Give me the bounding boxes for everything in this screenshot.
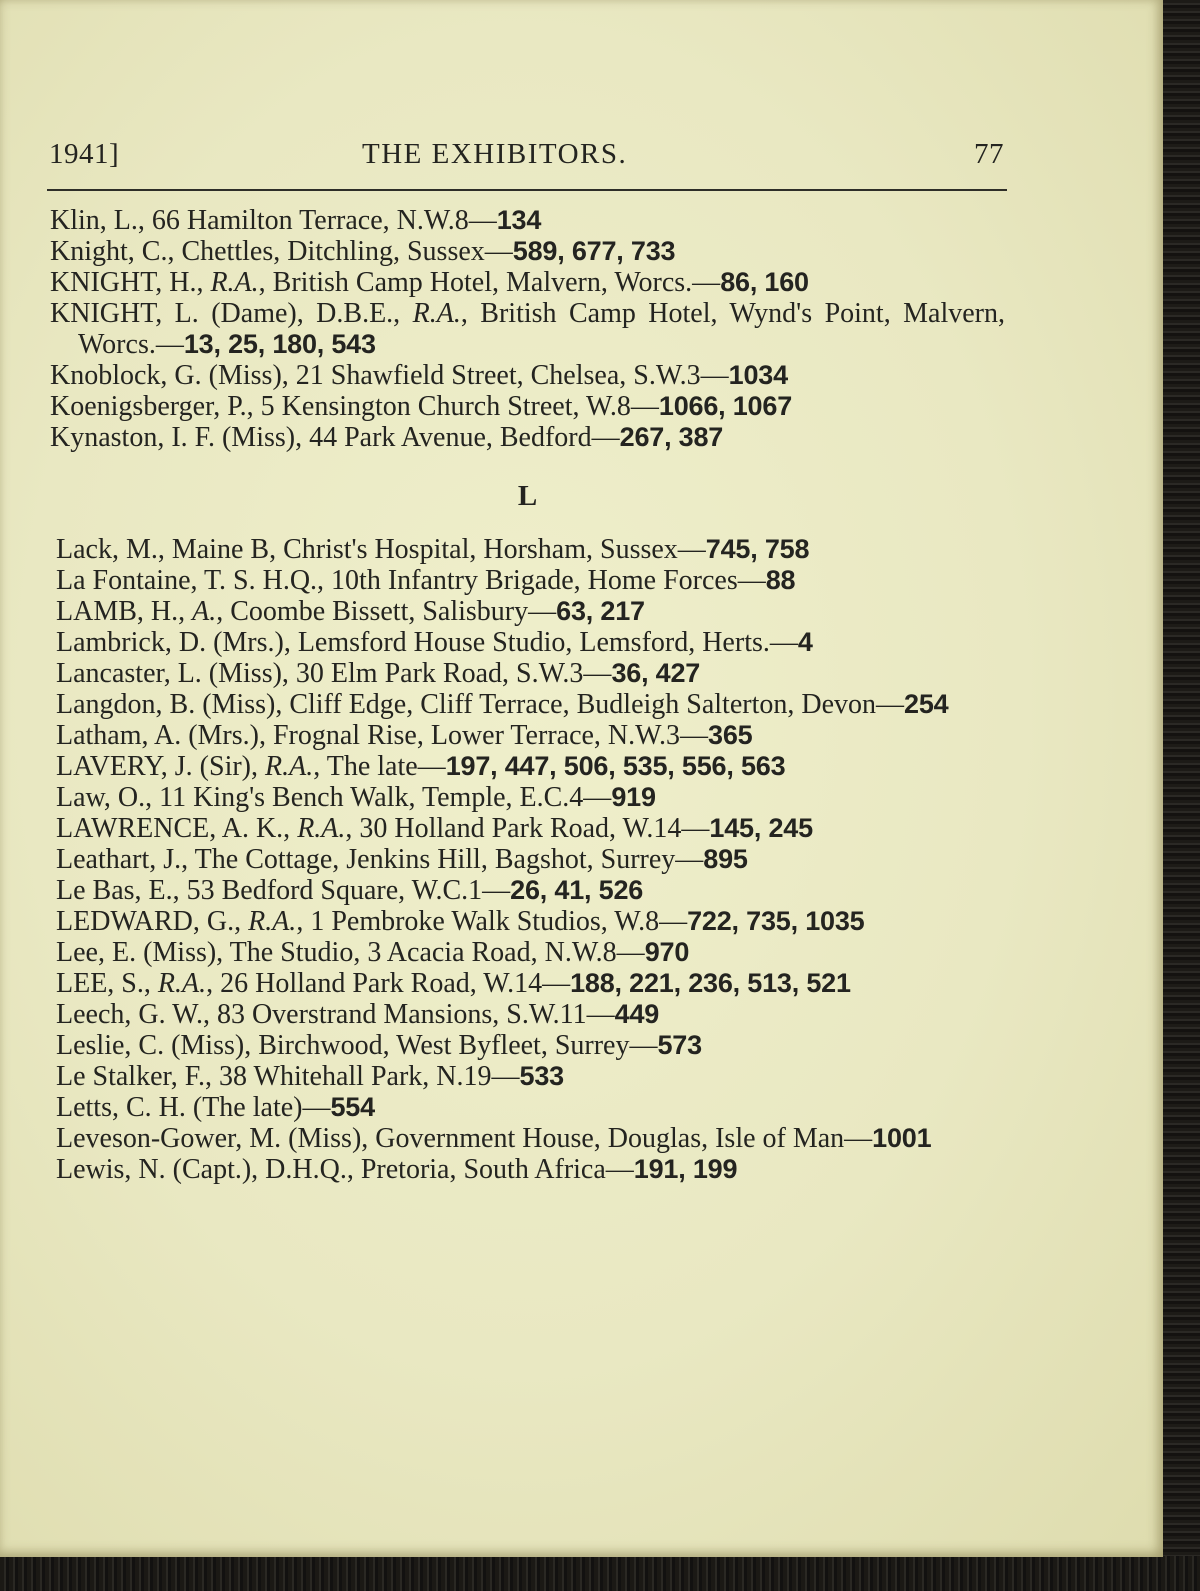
entry-catalogue-numbers: 554 (330, 1092, 375, 1122)
entry-text: LAWRENCE, A. K., (56, 813, 298, 844)
entry-text: Langdon, B. (Miss), Cliff Edge, Cliff Terrace, Budleigh Salterton, Devon— (56, 689, 905, 720)
entry-catalogue-numbers: 36, 427 (611, 658, 701, 688)
entry-title-abbrev: R.A. (297, 813, 346, 844)
exhibitor-entry (56, 782, 1005, 813)
entry-address: , Coombe Bissett, Salisbury— (216, 596, 557, 627)
entry-catalogue-numbers: 745, 758 (705, 534, 810, 564)
section-letter: L (517, 480, 538, 512)
entry-catalogue-numbers: 895 (703, 844, 748, 874)
exhibitor-entry (56, 1123, 1005, 1154)
exhibitor-entry (50, 360, 1005, 391)
entry-text: LAMB, H., (56, 596, 193, 627)
entry-address: , 30 Holland Park Road, W.14— (345, 813, 710, 844)
entry-text: Latham, A. (Mrs.), Frognal Rise, Lower Terrace, N.W.3— (56, 720, 708, 751)
entry-catalogue-numbers: 197, 447, 506, 535, 556, 563 (445, 751, 786, 781)
exhibitor-entry (56, 1092, 1005, 1123)
header-year: 1941] (49, 138, 120, 170)
entry-catalogue-numbers: 1034 (728, 360, 788, 390)
entry-catalogue-numbers: 722, 735, 1035 (687, 906, 865, 936)
exhibitor-entry (56, 844, 1005, 875)
entry-catalogue-numbers: 267, 387 (619, 422, 724, 452)
running-header (0, 138, 1163, 178)
entry-catalogue-numbers: 970 (644, 937, 690, 967)
exhibitor-entry (56, 596, 1005, 627)
entry-catalogue-numbers: 449 (614, 999, 660, 1029)
entry-text: Knight, C., Chettles, Ditchling, Sussex— (50, 236, 513, 267)
entry-text: Lack, M., Maine B, Christ's Hospital, Horsham, Sussex— (56, 534, 706, 565)
exhibitor-entry (50, 298, 1005, 360)
entry-text: Le Stalker, F., 38 Whitehall Park, N.19— (56, 1061, 520, 1092)
entry-catalogue-numbers: 1066, 1067 (658, 391, 793, 421)
exhibitor-entry (56, 627, 1005, 658)
entry-catalogue-numbers: 365 (708, 720, 753, 750)
exhibitor-list (50, 205, 1005, 1185)
entry-title-abbrev: R.A. (412, 298, 461, 329)
exhibitor-entry (56, 906, 1005, 937)
page-edge-bottom (0, 1556, 1200, 1591)
entry-catalogue-numbers: 134 (496, 205, 542, 235)
entry-text: Leech, G. W., 83 Overstrand Mansions, S.W.11— (56, 999, 615, 1030)
exhibitor-entry (56, 751, 1005, 782)
entry-title-abbrev: A. (192, 596, 217, 627)
exhibitor-entry (56, 937, 1005, 968)
entry-catalogue-numbers: 191, 199 (633, 1154, 738, 1184)
exhibitor-entry (50, 205, 1005, 236)
entry-catalogue-numbers: 573 (657, 1030, 702, 1060)
entry-catalogue-numbers: 1001 (872, 1123, 932, 1153)
entries-l (56, 534, 1005, 1185)
entry-address: , British Camp Hotel, Malvern, Worcs.— (258, 267, 721, 298)
entry-address: , 26 Holland Park Road, W.14— (206, 968, 571, 999)
entry-text: Lancaster, L. (Miss), 30 Elm Park Road, S.W.3— (56, 658, 612, 689)
exhibitor-entry (56, 1154, 1005, 1185)
entry-text: Leathart, J., The Cottage, Jenkins Hill, Bagshot, Surrey— (56, 844, 704, 875)
entry-catalogue-numbers: 86, 160 (720, 267, 809, 297)
entry-text: Leslie, C. (Miss), Birchwood, West Byfleet, Surrey— (56, 1030, 658, 1061)
exhibitor-entry (56, 875, 1005, 906)
exhibitor-entry (56, 534, 1005, 565)
exhibitor-entry (56, 968, 1005, 999)
entry-catalogue-numbers: 919 (611, 782, 656, 812)
entries-k (50, 205, 1005, 453)
entry-catalogue-numbers: 533 (519, 1061, 564, 1091)
entry-catalogue-numbers: 589, 677, 733 (512, 236, 676, 266)
entry-title-abbrev: R.A. (157, 968, 207, 999)
entry-catalogue-numbers: 254 (904, 689, 949, 719)
entry-title-abbrev: R.A. (265, 751, 314, 782)
exhibitor-entry (56, 999, 1005, 1030)
page-edge-right (1160, 0, 1200, 1591)
exhibitor-entry (56, 813, 1005, 844)
entry-text: Knoblock, G. (Miss), 21 Shawfield Street, Chelsea, S.W.3— (50, 360, 729, 391)
entry-title-abbrev: R.A. (210, 267, 259, 298)
entry-text: Le Bas, E., 53 Bedford Square, W.C.1— (56, 875, 511, 906)
exhibitor-entry (56, 720, 1005, 751)
entry-catalogue-numbers: 63, 217 (556, 596, 645, 626)
entry-catalogue-numbers: 13, 25, 180, 543 (183, 329, 376, 359)
entry-catalogue-numbers: 145, 245 (709, 813, 813, 843)
entry-catalogue-numbers: 26, 41, 526 (510, 875, 644, 905)
entry-text: Koenigsberger, P., 5 Kensington Church Street, W.8— (50, 391, 659, 422)
entry-text: Klin, L., 66 Hamilton Terrace, N.W.8— (50, 205, 497, 236)
entry-text: Leveson-Gower, M. (Miss), Government House, Douglas, Isle of Man— (56, 1123, 873, 1154)
entry-text: LEDWARD, G., (56, 906, 249, 937)
entry-text: KNIGHT, L. (Dame), D.B.E., (50, 298, 413, 329)
exhibitor-entry (50, 267, 1005, 298)
entry-text: Lewis, N. (Capt.), D.H.Q., Pretoria, South Africa— (56, 1154, 634, 1185)
exhibitor-entry (50, 236, 1005, 267)
exhibitor-entry (56, 689, 1005, 720)
entry-text: Kynaston, I. F. (Miss), 44 Park Avenue, Bedford— (50, 422, 620, 453)
exhibitor-entry (56, 1030, 1005, 1061)
exhibitor-entry (50, 391, 1005, 422)
exhibitor-entry (50, 422, 1005, 453)
entry-text: Lee, E. (Miss), The Studio, 3 Acacia Road, N.W.8— (56, 937, 645, 968)
entry-text: Letts, C. H. (The late)— (56, 1092, 331, 1123)
entry-text: La Fontaine, T. S. H.Q., 10th Infantry Brigade, Home Forces— (56, 565, 766, 596)
entry-address: , The late— (313, 751, 446, 782)
exhibitor-entry (56, 1061, 1005, 1092)
entry-text: KNIGHT, H., (50, 267, 211, 298)
page-number: 77 (974, 138, 1004, 170)
header-rule (47, 189, 1007, 191)
entry-catalogue-numbers: 188, 221, 236, 513, 521 (570, 968, 851, 998)
entry-catalogue-numbers: 4 (797, 627, 813, 657)
entry-address: , 1 Pembroke Walk Studios, W.8— (296, 906, 688, 937)
entry-text: LAVERY, J. (Sir), (56, 751, 266, 782)
entry-title-abbrev: R.A. (248, 906, 297, 937)
entry-text: Law, O., 11 King's Bench Walk, Temple, E.C.4— (56, 782, 612, 813)
header-title: THE EXHIBITORS. (362, 138, 628, 170)
entry-text: Lambrick, D. (Mrs.), Lemsford House Studio, Lemsford, Herts.— (56, 627, 798, 658)
entry-catalogue-numbers: 88 (765, 565, 796, 595)
exhibitor-entry (56, 658, 1005, 689)
entry-text: LEE, S., (56, 968, 158, 999)
entry-address: , British Camp Hotel, Wynd's Point, Malvern, Worcs.— (78, 298, 1005, 360)
exhibitor-entry (56, 565, 1005, 596)
